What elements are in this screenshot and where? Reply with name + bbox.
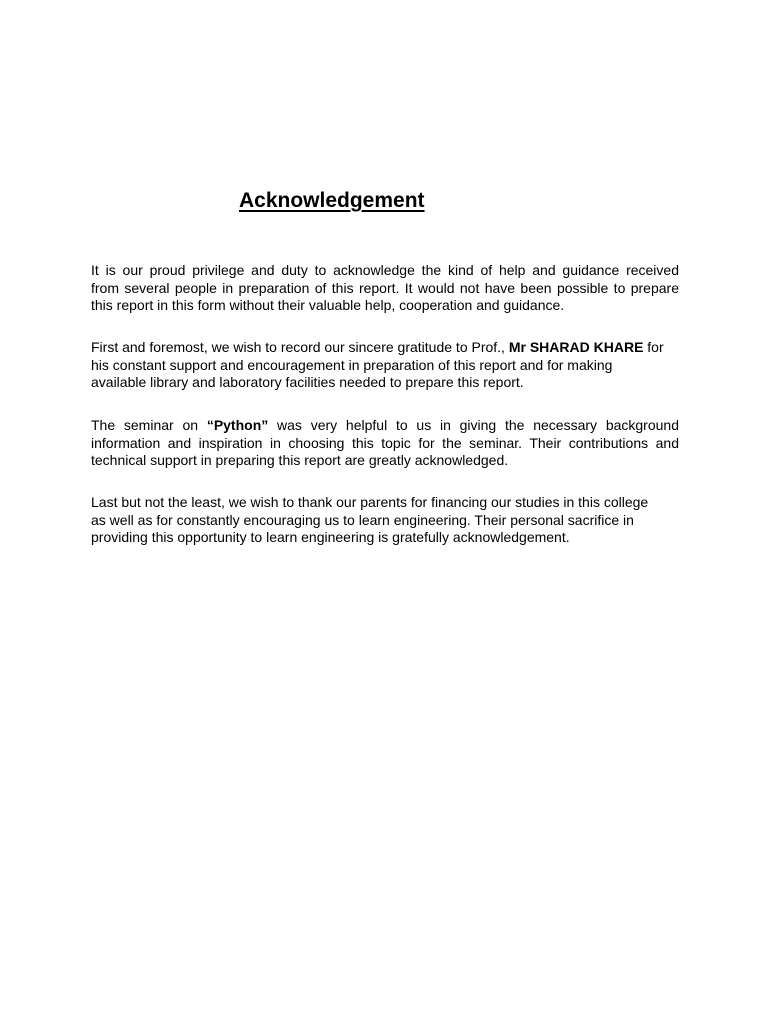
text-run: was very helpful to us in giving the necessary background [268,417,679,433]
paragraph-intro [91,262,679,315]
paragraph-line [91,339,679,357]
paragraph-line: Last but not the least, we wish to thank our parents for financing our studies in this college [91,494,649,510]
paragraph-line: information and inspiration in choosing this topic for the seminar. Their contributions and [91,434,679,451]
paragraph-parents [91,494,679,547]
paragraph-line: as well as for constantly encouraging us to learn engineering. Their personal sacrifice in [91,511,634,528]
page-title: Acknowledgement [239,189,425,212]
paragraph-line: It is our proud privilege and duty to acknowledge the kind of help and guidance received [91,262,679,278]
text-run: The seminar on [91,417,207,433]
paragraph-line: providing this opportunity to learn engineering is gratefully acknowledgement. [91,529,570,545]
professor-name: Mr SHARAD KHARE [508,339,644,355]
paragraph-line: available library and laboratory facilities needed to prepare this report. [91,374,524,390]
text-run: First and foremost, we wish to record our sincere gratitude to Prof., [91,339,509,355]
paragraph-line: from several people in preparation of this report. It would not have been possible to prepare [91,279,679,296]
paragraph-seminar [91,417,679,470]
paragraph-line: technical support in preparing this report are greatly acknowledged. [91,452,509,468]
paragraph-line: his constant support and encouragement in preparation of this report and for making [91,356,613,373]
text-run: for [643,339,664,355]
paragraph-line: this report in this form without their valuable help, cooperation and guidance. [91,297,565,313]
seminar-topic: “Python” [206,417,269,433]
paragraph-gratitude-professor [91,339,679,392]
paragraph-line [91,417,679,435]
